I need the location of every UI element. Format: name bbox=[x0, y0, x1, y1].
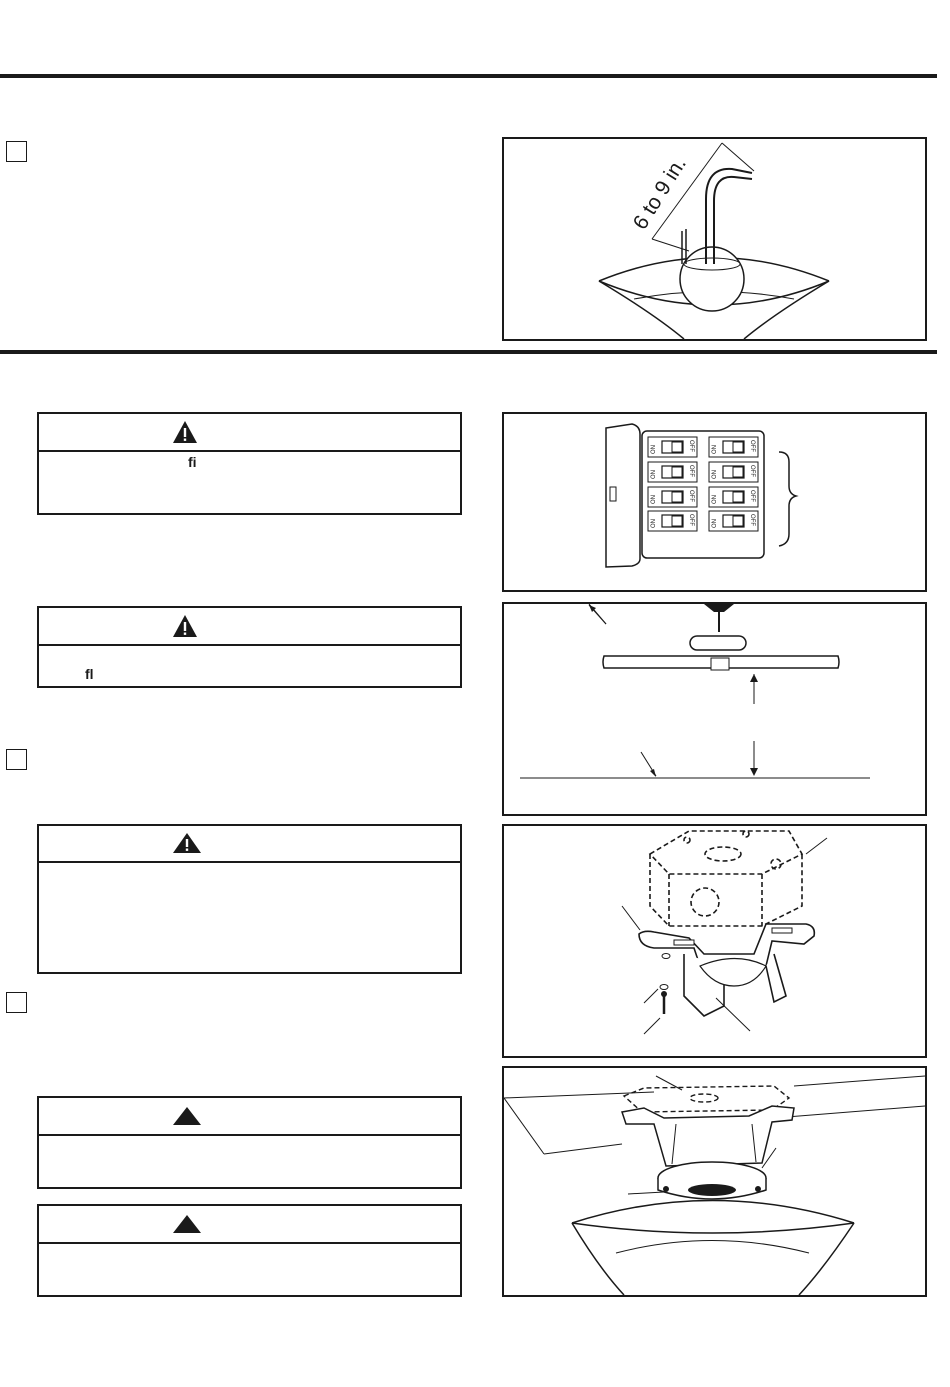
breaker-on-label: ON bbox=[712, 470, 718, 479]
warning-body bbox=[39, 646, 460, 688]
figure-mounting-bracket bbox=[502, 824, 927, 1058]
breaker-panel-icon bbox=[504, 414, 925, 590]
warning-triangle-icon bbox=[172, 614, 198, 638]
warning-header bbox=[39, 826, 460, 863]
warning-body bbox=[39, 452, 460, 515]
warning-triangle-icon bbox=[172, 420, 198, 444]
breaker-switch bbox=[648, 487, 697, 507]
warning-triangle-icon bbox=[172, 832, 202, 854]
warning-box-3 bbox=[37, 824, 462, 974]
warning-box-1 bbox=[37, 412, 462, 515]
breaker-on-label: ON bbox=[651, 470, 657, 479]
warning-header bbox=[39, 608, 460, 646]
breaker-off-label: OFF bbox=[688, 465, 694, 477]
breaker-off-label: OFF bbox=[749, 490, 755, 502]
warning-triangle-icon bbox=[172, 1106, 202, 1126]
breaker-off-label: OFF bbox=[688, 490, 694, 502]
mounting-bracket-icon bbox=[504, 1068, 925, 1295]
figure-breaker-panel bbox=[502, 412, 927, 592]
warning-box-5 bbox=[37, 1204, 462, 1297]
warning-box-2 bbox=[37, 606, 462, 688]
breaker-switch bbox=[648, 511, 697, 531]
warning-header bbox=[39, 1206, 460, 1244]
outlet-box-icon bbox=[504, 826, 925, 1056]
breaker-switch bbox=[709, 511, 758, 531]
breaker-on-label: ON bbox=[712, 495, 718, 504]
top-divider bbox=[0, 74, 937, 78]
warning-box-4 bbox=[37, 1096, 462, 1189]
breaker-off-label: OFF bbox=[749, 465, 755, 477]
breaker-on-label: ON bbox=[712, 445, 718, 454]
warning-text: fi bbox=[188, 454, 197, 470]
warning-triangle-icon bbox=[172, 1214, 202, 1234]
warning-header bbox=[39, 1098, 460, 1136]
breaker-switch bbox=[709, 487, 758, 507]
breaker-off-label: OFF bbox=[749, 440, 755, 452]
breaker-on-label: ON bbox=[651, 495, 657, 504]
step-checkbox-1[interactable] bbox=[6, 141, 27, 162]
breaker-switch bbox=[648, 437, 697, 457]
breaker-off-label: OFF bbox=[749, 514, 755, 526]
figure-canopy-installed bbox=[502, 1066, 927, 1297]
warning-body bbox=[39, 1136, 460, 1189]
section-divider bbox=[0, 350, 937, 354]
warning-body bbox=[39, 863, 460, 974]
step-checkbox-3[interactable] bbox=[6, 992, 27, 1013]
breaker-off-label: OFF bbox=[688, 514, 694, 526]
breaker-on-label: ON bbox=[651, 445, 657, 454]
breaker-switch bbox=[709, 437, 758, 457]
breaker-switch bbox=[709, 462, 758, 482]
breaker-off-label: OFF bbox=[688, 440, 694, 452]
warning-header bbox=[39, 414, 460, 452]
figure-fan-height bbox=[502, 602, 927, 816]
warning-body bbox=[39, 1244, 460, 1297]
breaker-on-label: ON bbox=[712, 519, 718, 528]
step-checkbox-2[interactable] bbox=[6, 749, 27, 770]
warning-text: fl bbox=[85, 666, 94, 682]
figure-wire-length bbox=[502, 137, 927, 341]
ceiling-fan-icon bbox=[504, 604, 925, 814]
breaker-switch bbox=[648, 462, 697, 482]
dimension-label: 6 to 9 in. bbox=[628, 153, 691, 234]
breaker-on-label: ON bbox=[651, 519, 657, 528]
